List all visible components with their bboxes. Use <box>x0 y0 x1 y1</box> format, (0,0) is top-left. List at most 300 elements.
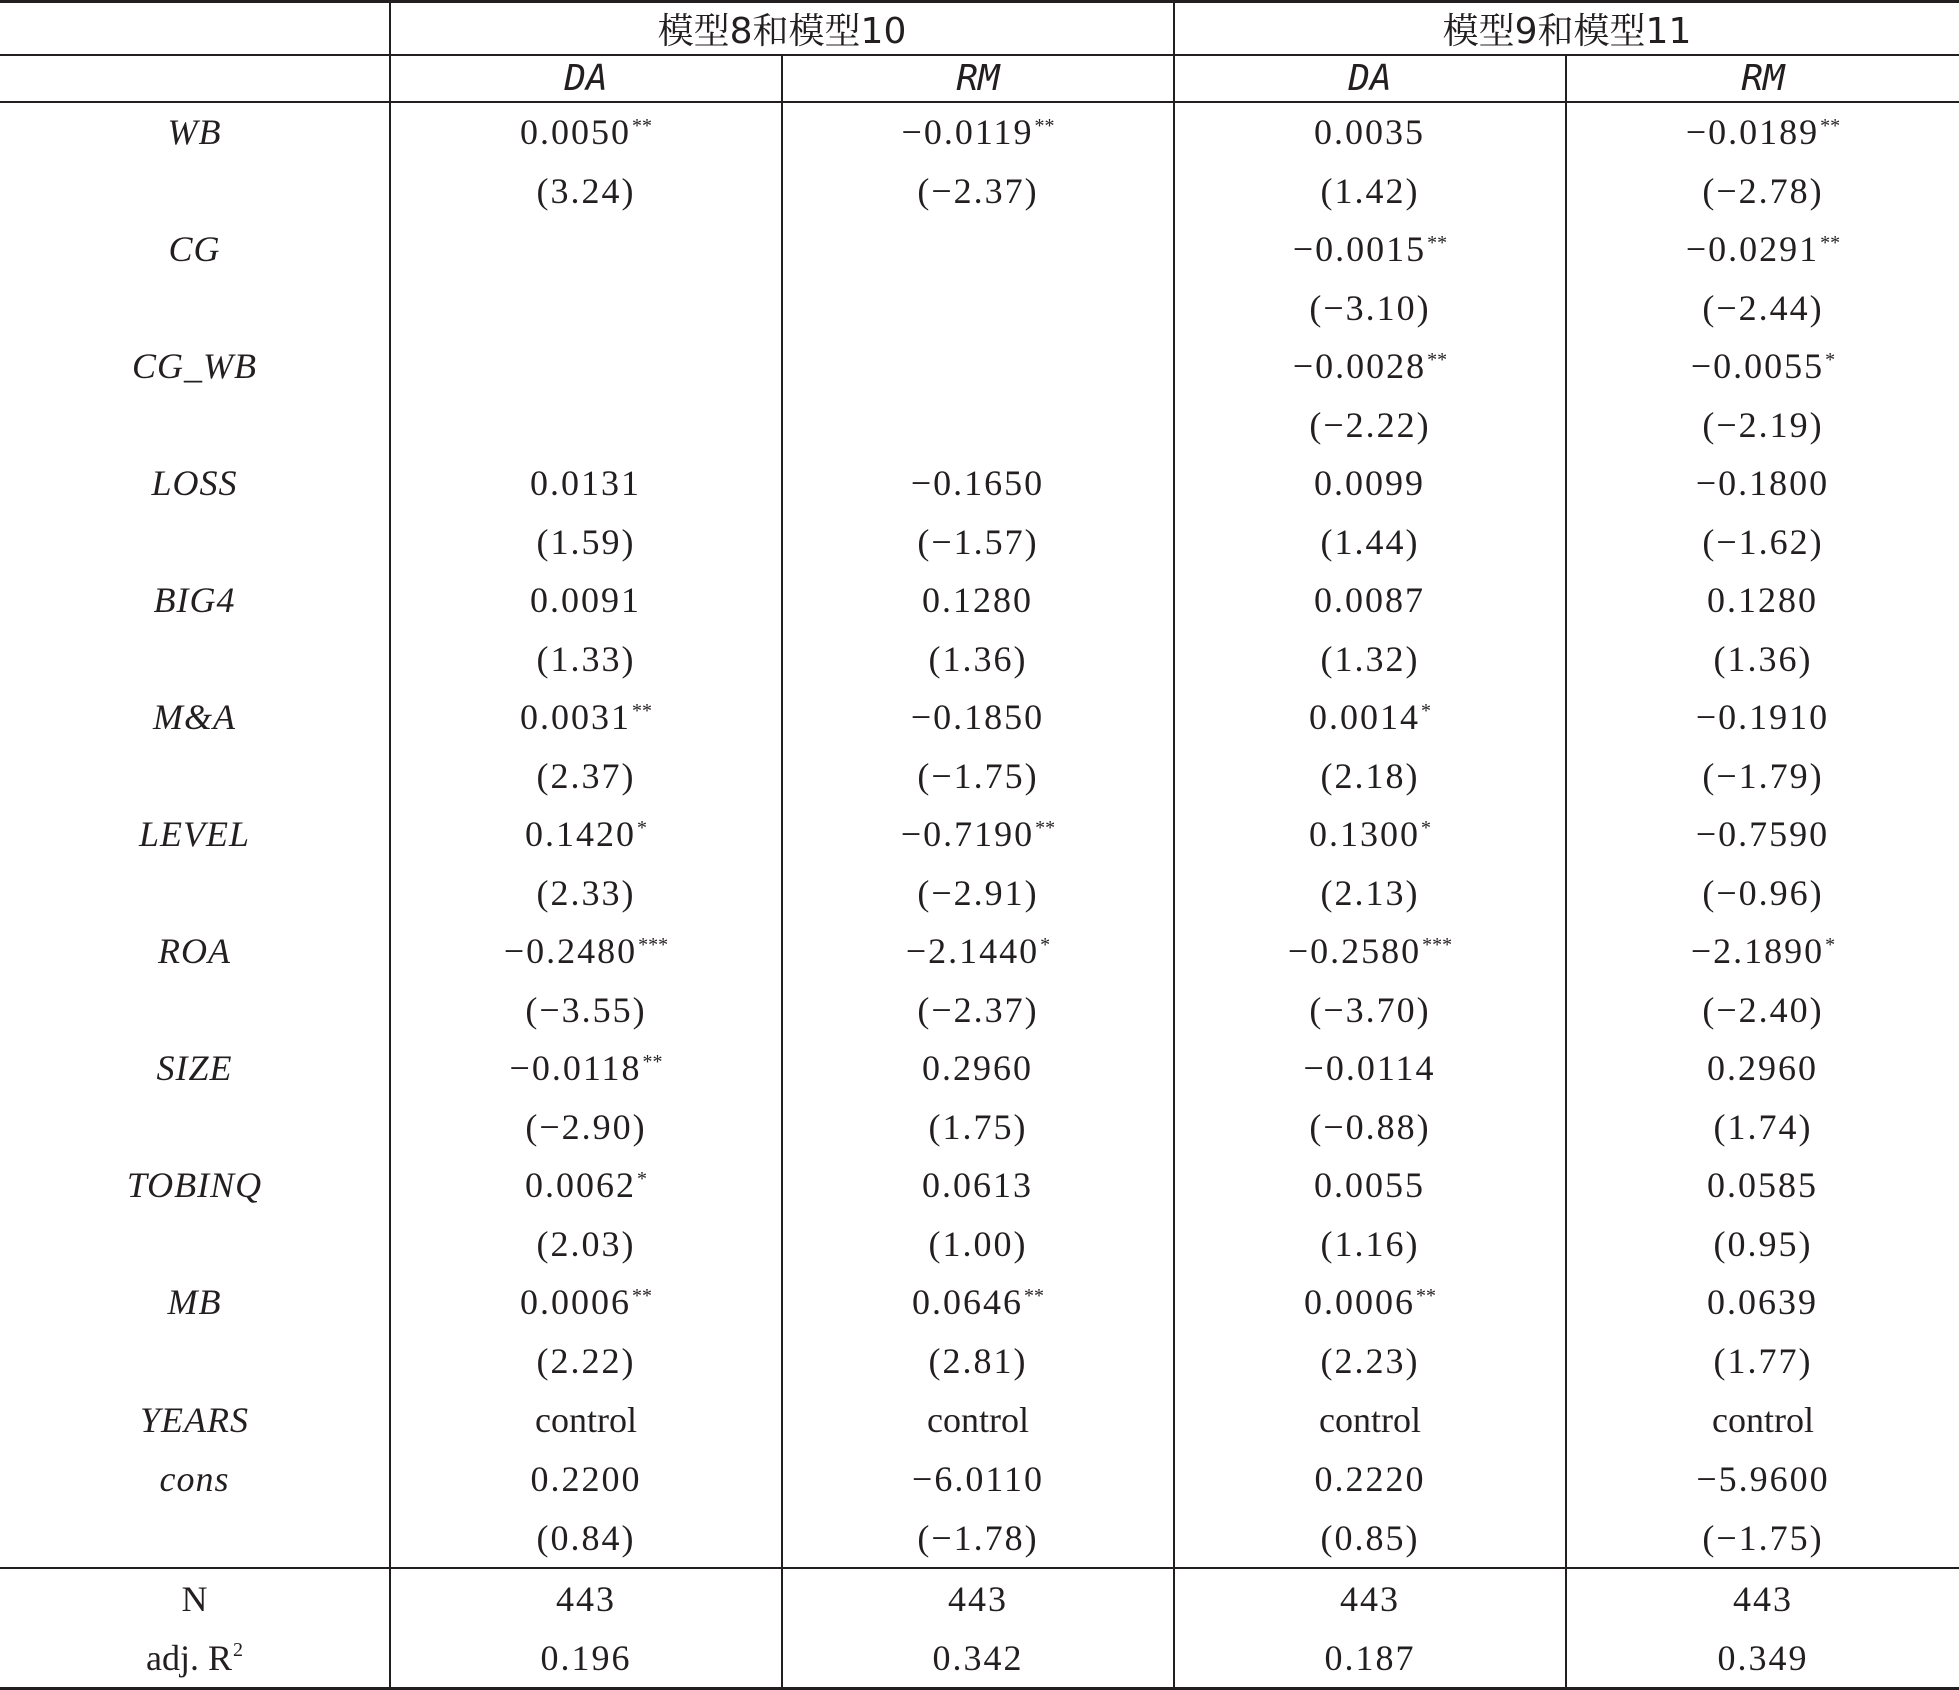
n-value: 443 <box>948 1578 1008 1619</box>
significance-stars: ** <box>1427 232 1448 254</box>
t-stat-value: (3.24) <box>536 170 636 211</box>
significance-stars: ** <box>632 700 652 722</box>
header-subcolumn-row <box>0 55 1959 102</box>
coefficient-value: −6.0110 <box>912 1458 1044 1499</box>
coefficient-cell <box>1174 102 1566 161</box>
variable-name: TOBINQ <box>126 1165 263 1205</box>
cell-text: control <box>1712 1399 1814 1440</box>
variable-label <box>0 1449 390 1508</box>
t-stat-cell <box>1174 1097 1566 1156</box>
coefficient-cell <box>782 1449 1174 1508</box>
significance-stars: *** <box>638 934 669 956</box>
t-stat-cell <box>1566 1331 1959 1390</box>
coefficient-cell <box>1566 1273 1959 1331</box>
coefficient-cell <box>1174 922 1566 980</box>
coefficient-cell <box>1174 688 1566 746</box>
t-stat-row <box>0 395 1959 454</box>
t-stat-cell <box>782 863 1174 922</box>
variable-label <box>0 454 390 512</box>
coefficient-cell <box>1174 805 1566 863</box>
coefficient-row <box>0 337 1959 395</box>
empty-label-cell <box>0 629 390 688</box>
coefficient-row <box>0 805 1959 863</box>
n-cell <box>390 1568 782 1628</box>
empty-label-cell <box>0 161 390 220</box>
coefficient-value: 0.0131 <box>530 463 641 503</box>
adj-r2-value: 0.342 <box>932 1637 1024 1678</box>
t-stat-value: (1.75) <box>928 1106 1028 1147</box>
coefficient-value: 0.2960 <box>922 1048 1033 1088</box>
t-stat-cell <box>1174 629 1566 688</box>
coefficient-row <box>0 1273 1959 1331</box>
coefficient-cell <box>1174 337 1566 395</box>
coefficient-value: −0.0291 <box>1685 229 1820 269</box>
t-stat-value: (−3.70) <box>1309 989 1431 1030</box>
empty-label-cell <box>0 512 390 571</box>
t-stat-row <box>0 1331 1959 1390</box>
t-stat-value: (1.74) <box>1713 1106 1813 1147</box>
variable-label <box>0 1390 390 1449</box>
t-stat-cell <box>1566 1097 1959 1156</box>
observations-row <box>0 1568 1959 1628</box>
t-stat-cell <box>390 980 782 1039</box>
coefficient-value: −0.0118 <box>509 1048 642 1088</box>
significance-stars: * <box>1825 934 1836 956</box>
t-stat-row <box>0 278 1959 337</box>
coefficient-cell <box>1566 805 1959 863</box>
cell-text: control <box>927 1399 1029 1440</box>
variable-name: CG <box>168 229 221 269</box>
adj-r2-value: 0.187 <box>1324 1637 1416 1678</box>
variable-name: WB <box>167 112 222 152</box>
coefficient-cell <box>390 1273 782 1331</box>
t-stat-cell <box>1174 1214 1566 1273</box>
t-stat-value: (−2.91) <box>917 872 1039 913</box>
significance-stars: ** <box>632 1285 652 1307</box>
variable-label <box>0 337 390 395</box>
variable-name: ROA <box>158 931 231 971</box>
t-stat-cell <box>782 980 1174 1039</box>
significance-stars: * <box>1040 934 1051 956</box>
coefficient-value: 0.2220 <box>1314 1458 1426 1499</box>
coefficient-cell <box>1566 102 1959 161</box>
t-stat-value: (1.44) <box>1320 521 1420 562</box>
coefficient-cell <box>1566 220 1959 278</box>
t-stat-value: (1.36) <box>928 638 1028 679</box>
t-stat-cell <box>1566 980 1959 1039</box>
t-stat-cell <box>390 395 782 454</box>
t-stat-value: (−3.10) <box>1309 287 1431 328</box>
t-stat-cell <box>782 278 1174 337</box>
coefficient-cell <box>782 1039 1174 1097</box>
coefficient-cell <box>390 102 782 161</box>
t-stat-cell <box>1174 863 1566 922</box>
adj-r2-value: 0.349 <box>1717 1637 1809 1678</box>
coefficient-cell <box>782 337 1174 395</box>
coefficient-value: 0.0006 <box>1304 1282 1415 1322</box>
stat-name: N <box>181 1578 208 1619</box>
t-stat-value: (−1.79) <box>1702 755 1824 796</box>
t-stat-value: (−2.22) <box>1309 404 1431 445</box>
n-cell <box>782 1568 1174 1628</box>
coefficient-row <box>0 1039 1959 1097</box>
coefficient-cell <box>782 1273 1174 1331</box>
adj-r2-row <box>0 1628 1959 1689</box>
coefficient-value: 0.0091 <box>530 580 641 620</box>
coefficient-cell <box>782 805 1174 863</box>
significance-stars: ** <box>642 1051 663 1073</box>
coefficient-value: −0.0015 <box>1292 229 1427 269</box>
t-stat-row <box>0 1214 1959 1273</box>
n-cell <box>1566 1568 1959 1628</box>
t-stat-cell <box>782 1508 1174 1568</box>
variable-name: SIZE <box>156 1048 233 1088</box>
variable-label <box>0 805 390 863</box>
significance-stars: ** <box>1820 232 1841 254</box>
coefficient-cell <box>1566 571 1959 629</box>
coefficient-row <box>0 1156 1959 1214</box>
t-stat-row <box>0 1097 1959 1156</box>
coefficient-value: −0.0119 <box>901 112 1034 152</box>
col-header-rm: RM <box>782 55 1174 102</box>
t-stat-value: (0.84) <box>536 1517 636 1558</box>
coefficient-cell <box>1566 1039 1959 1097</box>
coefficient-cell <box>390 1449 782 1508</box>
adj-r2-cell <box>390 1628 782 1689</box>
variable-label <box>0 220 390 278</box>
coefficient-value: 0.0055 <box>1314 1165 1425 1205</box>
empty-label-cell <box>0 1331 390 1390</box>
t-stat-cell <box>782 1097 1174 1156</box>
t-stat-cell <box>1174 512 1566 571</box>
significance-stars: ** <box>1427 349 1448 371</box>
t-stat-value: (2.18) <box>1320 755 1420 796</box>
t-stat-value: (2.03) <box>536 1223 636 1264</box>
variable-name: M&A <box>153 697 236 737</box>
years-row <box>0 1390 1959 1449</box>
empty-label-cell <box>0 863 390 922</box>
t-stat-cell <box>390 512 782 571</box>
t-stat-cell <box>390 1214 782 1273</box>
variable-name: YEARS <box>140 1399 249 1440</box>
coefficient-row <box>0 220 1959 278</box>
t-stat-value: (1.77) <box>1713 1340 1813 1381</box>
significance-stars: ** <box>1416 1285 1436 1307</box>
t-stat-cell <box>1566 1508 1959 1568</box>
coefficient-value: −0.0028 <box>1292 346 1427 386</box>
t-stat-value: (−0.88) <box>1309 1106 1431 1147</box>
adj-r2-cell <box>1566 1628 1959 1689</box>
coefficient-value: −0.1800 <box>1695 463 1830 503</box>
significance-stars: ** <box>1035 817 1056 839</box>
t-stat-row <box>0 629 1959 688</box>
control-cell <box>782 1390 1174 1449</box>
coefficient-value: 0.0646 <box>912 1282 1023 1322</box>
coefficient-cell <box>1174 454 1566 512</box>
coefficient-value: 0.2200 <box>530 1458 642 1499</box>
t-stat-value: (1.32) <box>1320 638 1420 679</box>
constant-t-stat-row <box>0 1508 1959 1568</box>
coefficient-value: 0.1300 <box>1309 814 1420 854</box>
t-stat-cell <box>782 1331 1174 1390</box>
header-empty-cell <box>0 2 390 56</box>
t-stat-value: (2.13) <box>1320 872 1420 913</box>
coefficient-cell <box>782 454 1174 512</box>
coefficient-cell <box>782 922 1174 980</box>
coefficient-cell <box>782 688 1174 746</box>
coefficient-cell <box>1174 1273 1566 1331</box>
empty-label-cell <box>0 1097 390 1156</box>
t-stat-value: (−0.96) <box>1702 872 1824 913</box>
coefficient-value: 0.1420 <box>525 814 636 854</box>
t-stat-cell <box>1566 278 1959 337</box>
adj-r2-cell <box>782 1628 1174 1689</box>
t-stat-value: (1.16) <box>1320 1223 1420 1264</box>
empty-label-cell <box>0 395 390 454</box>
t-stat-row <box>0 512 1959 571</box>
empty-label-cell <box>0 1214 390 1273</box>
stat-name: adj. R <box>146 1637 232 1678</box>
coefficient-value: −0.1650 <box>910 463 1045 503</box>
cell-text: control <box>535 1399 637 1440</box>
variable-name: LEVEL <box>138 814 250 854</box>
n-value: 443 <box>1733 1578 1793 1619</box>
adj-r2-value: 0.196 <box>540 1637 632 1678</box>
coefficient-value: 0.0639 <box>1707 1282 1818 1322</box>
t-stat-value: (−2.40) <box>1702 989 1824 1030</box>
t-stat-cell <box>390 1097 782 1156</box>
n-value: 443 <box>1340 1578 1400 1619</box>
variable-label <box>0 1156 390 1214</box>
t-stat-cell <box>782 395 1174 454</box>
t-stat-cell <box>1174 1331 1566 1390</box>
t-stat-value: (2.22) <box>536 1340 636 1381</box>
t-stat-cell <box>782 746 1174 805</box>
significance-stars: * <box>637 1168 647 1190</box>
t-stat-cell <box>782 161 1174 220</box>
coefficient-value: −0.2580 <box>1287 931 1422 971</box>
t-stat-value: (−2.37) <box>917 170 1039 211</box>
t-stat-cell <box>1174 278 1566 337</box>
t-stat-value: (−2.37) <box>917 989 1039 1030</box>
coefficient-value: 0.0006 <box>520 1282 631 1322</box>
t-stat-cell <box>1174 746 1566 805</box>
t-stat-row <box>0 746 1959 805</box>
t-stat-value: (−1.62) <box>1702 521 1824 562</box>
header-empty-cell <box>0 55 390 102</box>
coefficient-value: 0.0099 <box>1314 463 1425 503</box>
header-group-left: 模型8和模型10 <box>390 2 1174 56</box>
significance-stars: ** <box>1820 115 1841 137</box>
coefficient-value: 0.0014 <box>1309 697 1420 737</box>
empty-label-cell <box>0 980 390 1039</box>
stat-label <box>0 1568 390 1628</box>
t-stat-value: (2.37) <box>536 755 636 796</box>
coefficient-value: −2.1890 <box>1690 931 1825 971</box>
coefficient-cell <box>390 337 782 395</box>
coefficient-value: −0.2480 <box>503 931 638 971</box>
t-stat-cell <box>390 1508 782 1568</box>
t-stat-value: (−2.90) <box>525 1106 647 1147</box>
t-stat-value: (−1.75) <box>1702 1517 1824 1558</box>
cell-text: control <box>1319 1399 1421 1440</box>
significance-stars: * <box>1421 700 1431 722</box>
header-group-right: 模型9和模型11 <box>1174 2 1959 56</box>
coefficient-value: 0.1280 <box>922 580 1033 620</box>
control-cell <box>1566 1390 1959 1449</box>
variable-label <box>0 1039 390 1097</box>
significance-stars: ** <box>632 115 652 137</box>
coefficient-cell <box>1566 1449 1959 1508</box>
coefficient-cell <box>390 1039 782 1097</box>
t-stat-cell <box>1566 161 1959 220</box>
t-stat-value: (2.33) <box>536 872 636 913</box>
coefficient-cell <box>1174 1039 1566 1097</box>
coefficient-cell <box>1566 337 1959 395</box>
coefficient-cell <box>390 454 782 512</box>
t-stat-cell <box>390 161 782 220</box>
coefficient-cell <box>1566 688 1959 746</box>
coefficient-cell <box>1566 1156 1959 1214</box>
variable-name: cons <box>159 1458 230 1499</box>
t-stat-cell <box>390 1331 782 1390</box>
variable-name: CG_WB <box>132 346 257 386</box>
t-stat-cell <box>1566 512 1959 571</box>
significance-stars: * <box>1421 817 1431 839</box>
t-stat-cell <box>390 278 782 337</box>
coefficient-cell <box>390 571 782 629</box>
coefficient-cell <box>782 102 1174 161</box>
coefficient-cell <box>390 922 782 980</box>
coefficient-value: 0.0035 <box>1314 112 1425 152</box>
empty-label-cell <box>0 278 390 337</box>
coefficient-cell <box>1566 922 1959 980</box>
t-stat-value: (1.59) <box>536 521 636 562</box>
t-stat-cell <box>1566 863 1959 922</box>
t-stat-cell <box>1174 1508 1566 1568</box>
coefficient-cell <box>390 1156 782 1214</box>
coefficient-value: −0.1850 <box>910 697 1045 737</box>
t-stat-cell <box>1566 746 1959 805</box>
coefficient-row <box>0 688 1959 746</box>
t-stat-value: (1.33) <box>536 638 636 679</box>
coefficient-value: −0.0114 <box>1303 1048 1436 1088</box>
significance-stars: * <box>637 817 647 839</box>
variable-label <box>0 1273 390 1331</box>
t-stat-value: (0.95) <box>1713 1223 1813 1264</box>
coefficient-value: 0.0087 <box>1314 580 1425 620</box>
variable-label <box>0 571 390 629</box>
control-cell <box>1174 1390 1566 1449</box>
empty-label-cell <box>0 1508 390 1568</box>
coefficient-value: −0.7590 <box>1695 814 1830 854</box>
coefficient-cell <box>390 220 782 278</box>
t-stat-cell <box>1174 161 1566 220</box>
t-stat-cell <box>1174 980 1566 1039</box>
coefficient-cell <box>782 1156 1174 1214</box>
coefficient-value: −0.0055 <box>1690 346 1825 386</box>
t-stat-value: (−1.57) <box>917 521 1039 562</box>
t-stat-cell <box>1566 629 1959 688</box>
significance-stars: *** <box>1422 934 1453 956</box>
coefficient-value: 0.1280 <box>1707 580 1818 620</box>
significance-stars: ** <box>1034 115 1055 137</box>
t-stat-value: (1.42) <box>1320 170 1420 211</box>
coefficient-value: 0.0585 <box>1707 1165 1818 1205</box>
coefficient-row <box>0 102 1959 161</box>
coefficient-cell <box>1566 454 1959 512</box>
t-stat-value: (1.00) <box>928 1223 1028 1264</box>
coefficient-cell <box>390 688 782 746</box>
t-stat-row <box>0 161 1959 220</box>
t-stat-cell <box>390 863 782 922</box>
coefficient-value: −5.9600 <box>1696 1458 1830 1499</box>
coefficient-value: 0.0613 <box>922 1165 1033 1205</box>
coefficient-cell <box>390 805 782 863</box>
coefficient-row <box>0 454 1959 512</box>
variable-name: BIG4 <box>153 580 236 620</box>
header-group-row <box>0 2 1959 56</box>
coefficient-value: −0.7190 <box>900 814 1035 854</box>
t-stat-value: (−2.44) <box>1702 287 1824 328</box>
n-cell <box>1174 1568 1566 1628</box>
t-stat-cell <box>782 1214 1174 1273</box>
significance-stars: * <box>1825 349 1836 371</box>
t-stat-cell <box>390 629 782 688</box>
coefficient-value: −2.1440 <box>905 931 1040 971</box>
coefficient-cell <box>782 571 1174 629</box>
t-stat-value: (−2.78) <box>1702 170 1824 211</box>
col-header-da: DA <box>390 55 782 102</box>
col-header-da: DA <box>1174 55 1566 102</box>
variable-label <box>0 688 390 746</box>
coefficient-value: 0.0062 <box>525 1165 636 1205</box>
n-value: 443 <box>556 1578 616 1619</box>
t-stat-value: (−1.75) <box>917 755 1039 796</box>
variable-name: MB <box>167 1282 222 1322</box>
t-stat-cell <box>782 629 1174 688</box>
coefficient-cell <box>782 220 1174 278</box>
t-stat-cell <box>1566 1214 1959 1273</box>
table-body <box>0 102 1959 1689</box>
variable-label <box>0 922 390 980</box>
empty-label-cell <box>0 746 390 805</box>
t-stat-cell <box>1566 395 1959 454</box>
adj-r2-cell <box>1174 1628 1566 1689</box>
constant-row <box>0 1449 1959 1508</box>
coefficient-cell <box>1174 220 1566 278</box>
coefficient-row <box>0 922 1959 980</box>
coefficient-value: 0.0031 <box>520 697 631 737</box>
coefficient-value: 0.0050 <box>520 112 631 152</box>
stat-label <box>0 1628 390 1689</box>
coefficient-row <box>0 571 1959 629</box>
superscript: 2 <box>233 1638 243 1661</box>
t-stat-value: (2.81) <box>928 1340 1028 1381</box>
t-stat-value: (−1.78) <box>917 1517 1039 1558</box>
col-header-rm: RM <box>1566 55 1959 102</box>
variable-label <box>0 102 390 161</box>
t-stat-value: (−2.19) <box>1702 404 1824 445</box>
t-stat-row <box>0 863 1959 922</box>
coefficient-cell <box>1174 1156 1566 1214</box>
coefficient-cell <box>1174 571 1566 629</box>
coefficient-value: −0.0189 <box>1685 112 1820 152</box>
t-stat-value: (0.85) <box>1320 1517 1420 1558</box>
t-stat-cell <box>782 512 1174 571</box>
significance-stars: ** <box>1024 1285 1044 1307</box>
t-stat-value: (2.23) <box>1320 1340 1420 1381</box>
